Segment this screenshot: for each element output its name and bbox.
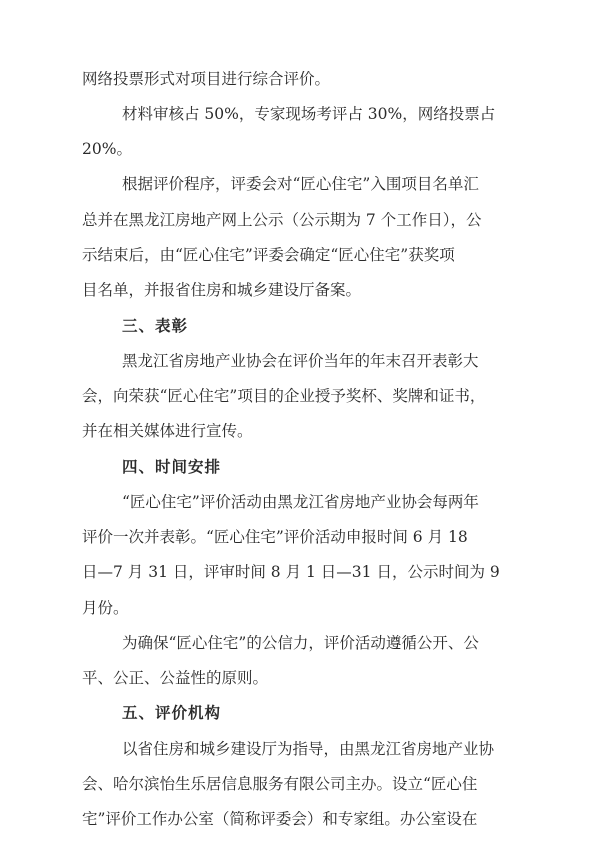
body-text-line: 会、哈尔滨怡生乐居信息服务有限公司主办。设立“匠心住 <box>82 775 478 793</box>
body-text-line: 材料审核占 50%，专家现场考评占 30%，网络投票占 <box>122 105 496 123</box>
body-text-line: 评价一次并表彰。“匠心住宅”评价活动申报时间 6 月 18 <box>82 528 468 546</box>
section-heading: 五、评价机构 <box>122 703 222 722</box>
body-text-line: 月份。 <box>82 599 129 617</box>
body-text-line: 以省住房和城乡建设厅为指导，由黑龙江省房地产业协 <box>122 740 495 758</box>
body-text-line: 示结束后，由“匠心住宅”评委会确定“匠心住宅”获奖项 <box>82 246 455 264</box>
body-text-line: 黑龙江省房地产业协会在评价当年的年末召开表彰大 <box>122 352 479 370</box>
body-text-line: 宅”评价工作办公室（简称评委会）和专家组。办公室设在 <box>82 810 478 828</box>
body-text-line: 网络投票形式对项目进行综合评价。 <box>82 70 331 88</box>
body-text-line: 20%。 <box>82 140 132 158</box>
body-text-line: 并在相关媒体进行宣传。 <box>82 422 253 440</box>
body-text-line: 为确保“匠心住宅”的公信力，评价活动遵循公开、公 <box>122 634 479 652</box>
body-text-line: 目名单，并报省住房和城乡建设厅备案。 <box>82 281 362 299</box>
body-text-line: 会，向荣获“匠心住宅”项目的企业授予奖杯、奖牌和证书， <box>82 387 486 405</box>
body-text-line: “匠心住宅”评价活动由黑龙江省房地产业协会每两年 <box>122 493 479 511</box>
section-heading: 四、时间安排 <box>122 457 222 476</box>
body-text-line: 平、公正、公益性的原则。 <box>82 669 269 687</box>
section-heading: 三、表彰 <box>122 316 189 335</box>
body-text-line: 日—7 月 31 日，评审时间 8 月 1 日—31 日，公示时间为 9 <box>82 563 500 581</box>
body-text-line: 总并在黑龙江房地产网上公示（公示期为 7 个工作日），公 <box>82 211 482 229</box>
body-text-line: 根据评价程序，评委会对“匠心住宅”入围项目名单汇 <box>122 175 479 193</box>
